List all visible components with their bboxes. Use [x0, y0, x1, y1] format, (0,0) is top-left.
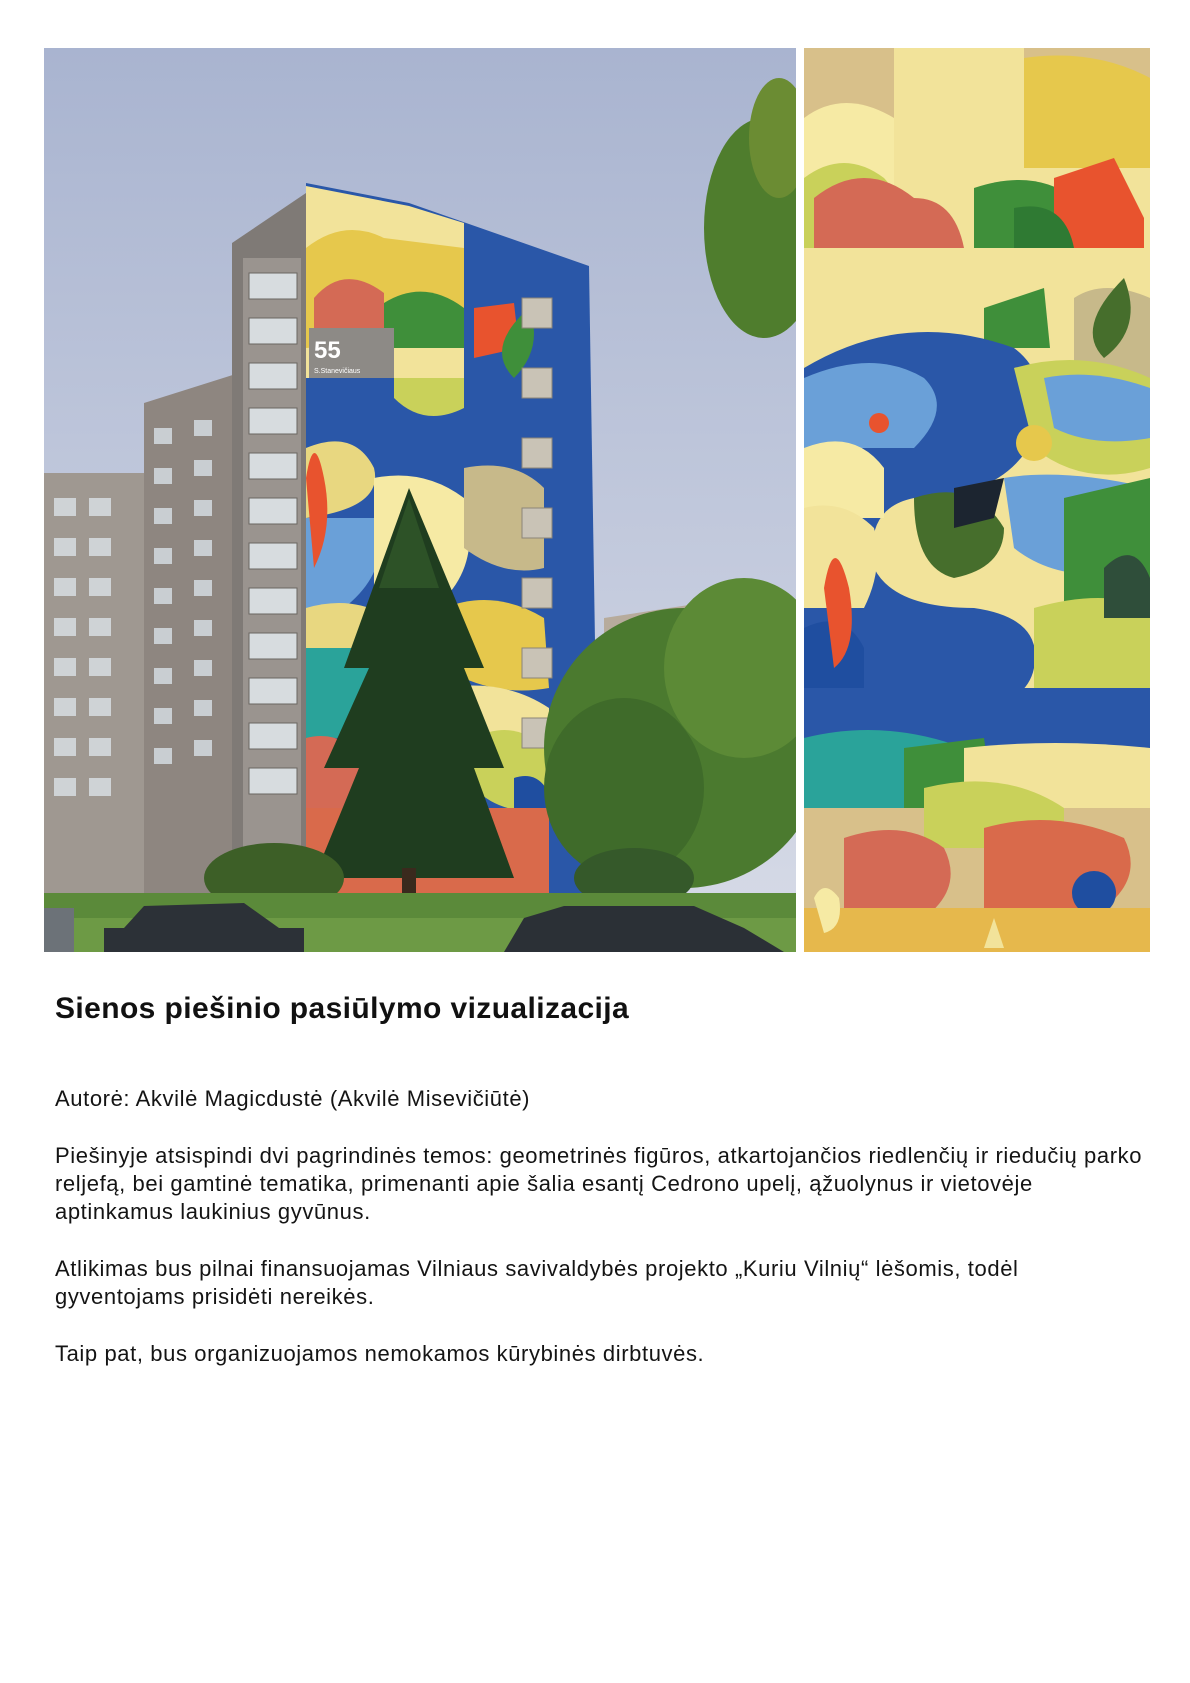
description-paragraph: Piešinyje atsispindi dvi pagrindinės temos: geometrinės figūros, atkartojančios riedlenčių ir riedučių parko reljefą, bei gamtinė tematika, primenanti apie šalia esantį Cedrono upelį, ąžuolynus ir vietovėje aptinkamus laukinius gyvūnus. [55, 1143, 1143, 1224]
mural-design [804, 48, 1150, 952]
funding-paragraph: Atlikimas bus pilnai finansuojamas Vilniaus savivaldybės projekto „Kuriu Vilnių“ lėšomis, todėl gyventojams prisidėti nereikės. [55, 1256, 1019, 1309]
house-number: 55 [314, 337, 341, 364]
building-photo [44, 48, 796, 952]
workshops-paragraph: Taip pat, bus organizuojamos nemokamos kūrybinės dirbtuvės. [55, 1341, 705, 1366]
street-name: S.Stanevičiaus [314, 368, 361, 375]
page-title: Sienos piešinio pasiūlymo vizualizacija [55, 992, 630, 1025]
author-line: Autorė: Akvilė Magicdustė (Akvilė Misevičiūtė) [55, 1086, 531, 1111]
